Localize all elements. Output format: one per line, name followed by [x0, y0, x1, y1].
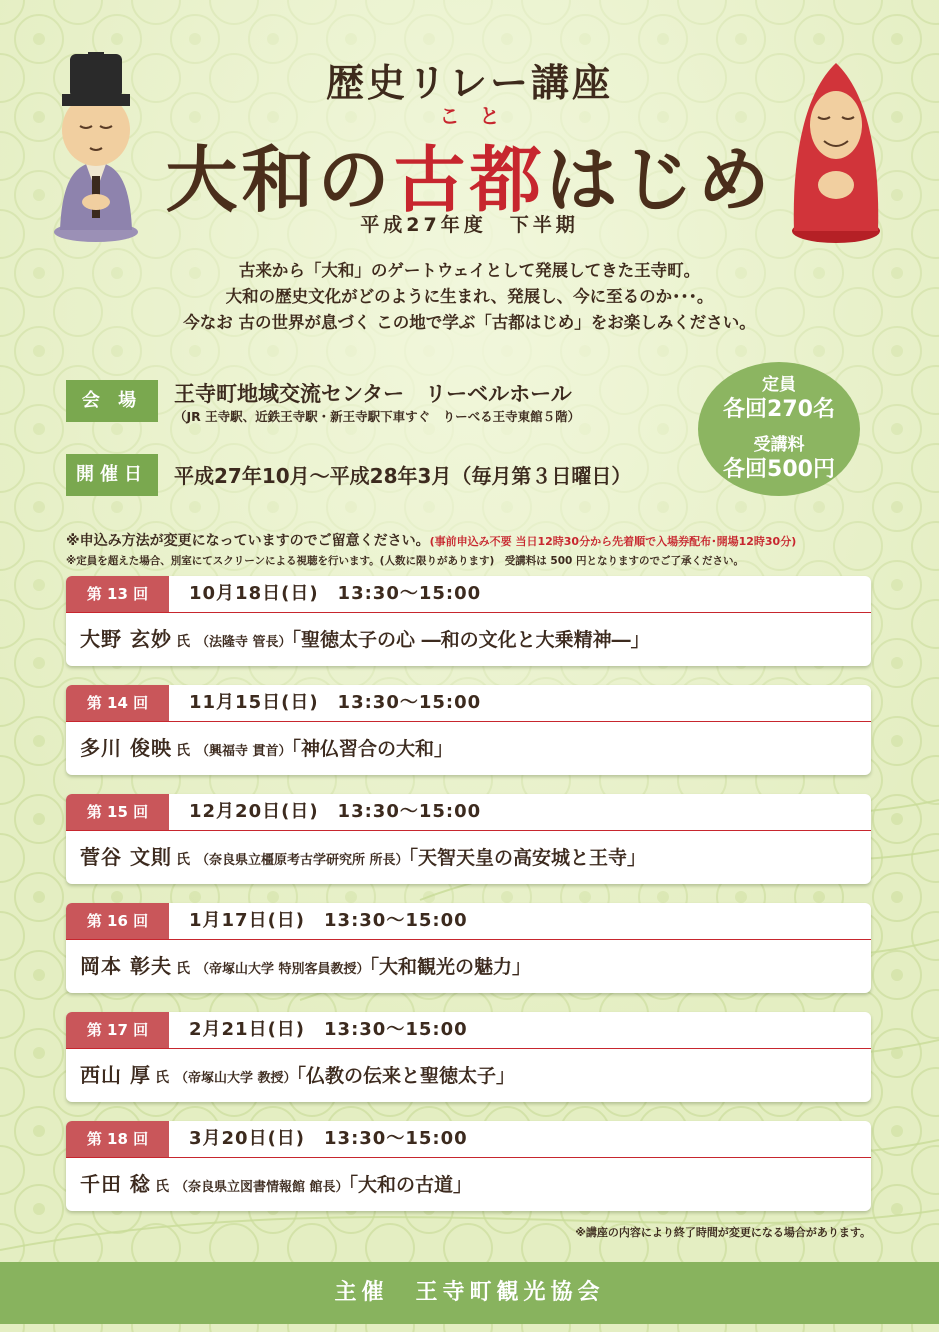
- intro-line: 今なお 古の世界が息づく この地で学ぶ「古都はじめ」をお楽しみください。: [183, 313, 756, 332]
- session-detail: [80, 830, 646, 884]
- venue-access: （JR 王寺駅、近鉄王寺駅・新王寺駅下車すぐ りーべる王寺東館５階）: [174, 409, 581, 424]
- session-datetime: 11月15日(日) 13:30～15:00: [189, 692, 482, 713]
- header: [0, 0, 939, 340]
- fee-label: 受講料: [753, 435, 805, 455]
- session-datetime: 10月18日(日) 13:30～15:00: [189, 583, 482, 604]
- session-card: [66, 903, 871, 993]
- venue-row: [66, 380, 581, 424]
- session-datetime: 3月20日(日) 13:30～15:00: [189, 1128, 468, 1149]
- session-number: 第 17 回: [66, 1012, 169, 1048]
- speaker-affiliation: （帝塚山大学 教授）: [174, 1071, 297, 1086]
- session-card: [66, 576, 871, 666]
- session-header: [66, 794, 871, 831]
- capacity-label: 定員: [762, 375, 796, 395]
- speaker-name: 千田 稔: [80, 1172, 151, 1196]
- end-time-footnote: ※講座の内容により終了時間が変更になる場合があります。: [575, 1226, 871, 1239]
- capacity-badge: [698, 362, 860, 496]
- session-card: [66, 1121, 871, 1211]
- speaker-honorific: 氏: [154, 1179, 169, 1195]
- session-number: 第 18 回: [66, 1121, 169, 1157]
- speaker-affiliation: （奈良県立橿原考古学研究所 所長）: [195, 853, 409, 868]
- session-card: [66, 685, 871, 775]
- session-header: [66, 1121, 871, 1158]
- lecture-title: 「神仏習合の大和」: [291, 738, 454, 760]
- intro-line: 古来から「大和」のゲートウェイとして発展してきた王寺町。: [238, 261, 701, 280]
- intro-text: [0, 258, 939, 336]
- session-number: 第 13 回: [66, 576, 169, 612]
- title-part-red: 古都: [393, 137, 546, 222]
- application-notice: [66, 530, 796, 550]
- organizer-footer: 主催 王寺町観光協会: [0, 1262, 939, 1324]
- schedule-dates: 平成27年10月～平成28年3月（毎月第３日曜日）: [174, 464, 632, 488]
- series-title: 歴史リレー講座: [325, 60, 613, 105]
- venue-label: 会 場: [66, 380, 158, 422]
- speaker-name: 岡本 彰夫: [80, 954, 172, 978]
- venue-name: 王寺町地域交流センター リーベルホール: [174, 382, 572, 406]
- session-datetime: 1月17日(日) 13:30～15:00: [189, 910, 468, 931]
- lecture-title: 「大和観光の魅力」: [369, 956, 532, 978]
- session-header: [66, 903, 871, 940]
- session-card: [66, 794, 871, 884]
- session-card: [66, 1012, 871, 1102]
- speaker-affiliation: （法隆寺 管長）: [195, 635, 292, 650]
- overflow-notice: ※定員を超えた場合、別室にてスクリーンによる視聴を行います。(人数に限りがあります) 受講料は 500 円となりますのでご了承ください。: [66, 555, 744, 567]
- speaker-honorific: 氏: [175, 852, 190, 868]
- speaker-name: 多川 俊映: [80, 736, 172, 760]
- title-ruby: こ と: [439, 104, 500, 128]
- session-datetime: 12月20日(日) 13:30～15:00: [189, 801, 482, 822]
- notice-red: (事前申込み不要 当日12時30分から先着順で入場券配布･開場12時30分): [429, 535, 797, 548]
- lecture-title: 「仏教の伝来と聖徳太子」: [296, 1065, 516, 1087]
- session-datetime: 2月21日(日) 13:30～15:00: [189, 1019, 468, 1040]
- intro-line: 大和の歴史文化がどのように生まれ、発展し、今に至るのか･･･。: [225, 287, 714, 306]
- notice-main: ※申込み方法が変更になっていますのでご留意ください。: [66, 533, 430, 549]
- lecture-title: 「聖徳太子の心 ―和の文化と大乗精神―」: [291, 629, 650, 651]
- session-number: 第 16 回: [66, 903, 169, 939]
- session-detail: [80, 1048, 515, 1102]
- session-detail: [80, 721, 453, 775]
- speaker-name: 大野 玄妙: [80, 627, 172, 651]
- speaker-name: 西山 厚: [80, 1063, 151, 1087]
- speaker-honorific: 氏: [175, 961, 190, 977]
- capacity-value: 各回270名: [723, 397, 835, 422]
- fee-value: 各回500円: [723, 457, 835, 482]
- session-number: 第 15 回: [66, 794, 169, 830]
- speaker-honorific: 氏: [175, 634, 190, 650]
- speaker-name: 菅谷 文則: [80, 845, 172, 869]
- speaker-honorific: 氏: [154, 1070, 169, 1086]
- speaker-affiliation: （奈良県立図書情報館 館長）: [174, 1180, 349, 1195]
- title-part-pre: 大和の: [165, 137, 394, 222]
- lecture-title: 「大和の古道」: [348, 1174, 473, 1196]
- session-header: [66, 576, 871, 613]
- lecture-title: 「天智天皇の高安城と王寺」: [408, 847, 647, 869]
- session-detail: [80, 612, 650, 666]
- session-header: [66, 685, 871, 722]
- speaker-affiliation: （興福寺 貫首）: [195, 744, 292, 759]
- speaker-affiliation: （帝塚山大学 特別客員教授）: [195, 962, 370, 977]
- session-number: 第 14 回: [66, 685, 169, 721]
- session-detail: [80, 1157, 472, 1211]
- term-label: 平成27年度 下半期: [360, 214, 579, 236]
- speaker-honorific: 氏: [175, 743, 190, 759]
- schedule-label: 開催日: [66, 454, 158, 496]
- schedule-row: [66, 454, 632, 496]
- session-detail: [80, 939, 531, 993]
- session-header: [66, 1012, 871, 1049]
- title-part-post: はじめ: [545, 137, 774, 222]
